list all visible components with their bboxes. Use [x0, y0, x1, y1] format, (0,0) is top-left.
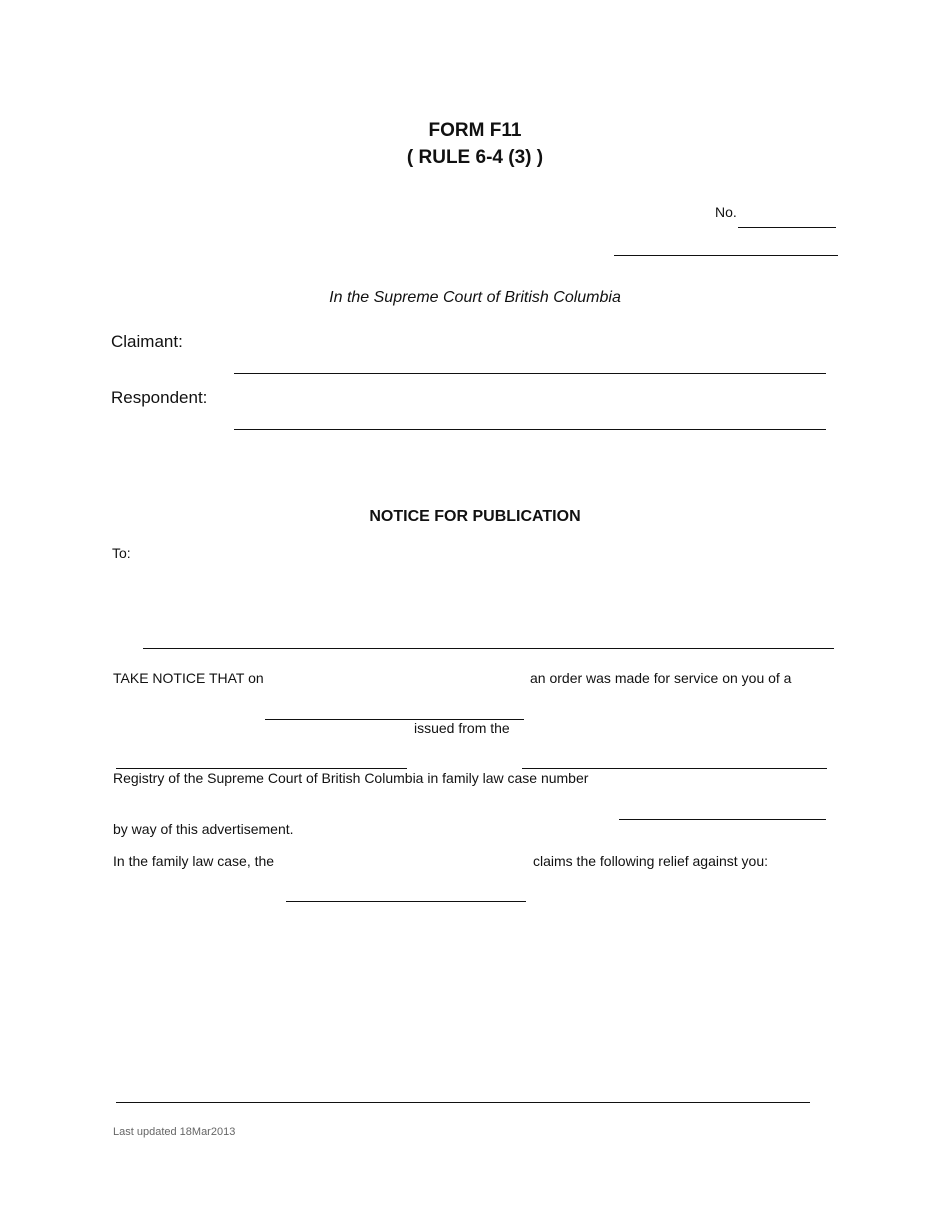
- number-label: No.: [715, 204, 737, 220]
- case-number-field[interactable]: [619, 819, 826, 820]
- to-field[interactable]: [143, 648, 834, 649]
- respondent-field[interactable]: [234, 429, 826, 430]
- party-field[interactable]: [286, 901, 526, 902]
- take-notice-text: TAKE NOTICE THAT on: [113, 670, 264, 686]
- notice-title: NOTICE FOR PUBLICATION: [369, 508, 581, 525]
- claimant-label: Claimant:: [111, 332, 183, 351]
- registry-location-field[interactable]: [116, 768, 407, 769]
- claims-relief-text: claims the following relief against you:: [533, 853, 769, 869]
- number-field[interactable]: [738, 227, 836, 228]
- registry-text: Registry of the Supreme Court of British Columbia in family law case number: [113, 770, 589, 786]
- family-case-text: In the family law case, the: [113, 853, 275, 869]
- registry-field[interactable]: [614, 255, 838, 256]
- last-updated: Last updated 18Mar2013: [113, 1126, 236, 1138]
- claimant-field[interactable]: [234, 373, 826, 374]
- relief-field[interactable]: [116, 1102, 810, 1103]
- issued-from-text: issued from the: [414, 720, 510, 736]
- order-made-text: an order was made for service on you of a: [530, 670, 792, 686]
- by-way-text: by way of this advertisement.: [113, 821, 294, 837]
- court-name: In the Supreme Court of British Columbia: [329, 289, 621, 306]
- registry-extra-field[interactable]: [522, 768, 827, 769]
- to-label: To:: [112, 545, 131, 561]
- form-rule: ( RULE 6-4 (3) ): [406, 147, 544, 168]
- form-title: FORM F11: [428, 120, 522, 141]
- respondent-label: Respondent:: [111, 388, 208, 407]
